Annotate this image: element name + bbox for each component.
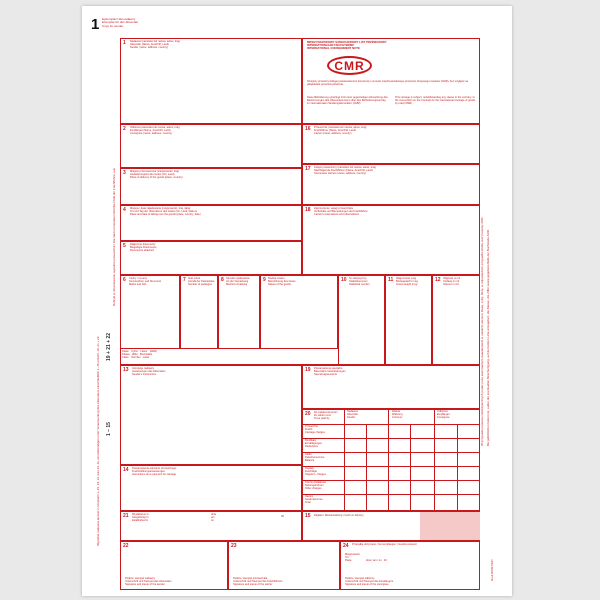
box-label: Instrukcje nadawcy Anweisungen des Absenders Sender's instructions [132, 367, 166, 376]
box-24-place-date: Miejscowość Ort Place dnia / am / on 20 [345, 553, 387, 562]
payment-row-label: Przewoźne Fracht Carriage charges [305, 425, 325, 434]
box-label: Cechy i numery Kennzeichen und Nummern Marks and Nos [129, 277, 162, 286]
box-16-carrier[interactable] [302, 124, 480, 164]
box-number: 21 [123, 513, 129, 519]
box-12-volume[interactable] [432, 275, 480, 365]
header-title: MIĘDZYNARODOWY SAMOCHODOWY LIST PRZEWOZOWY INTERNATIONALER FRACHTBRIEF INTERNATIONAL CONSIGNMENT NOTE [307, 40, 387, 51]
box-label: Do zapłacenia przez Zu zahlen vom To be paid by [314, 411, 338, 420]
box-label: Załączone dokumenty Beigefügte Dokumente Documents attached [130, 243, 157, 252]
box-18-carrier-reservations[interactable] [302, 205, 480, 275]
convention-text-pl: Niniejszy przewóz podlega postanowieniom konwencji o umowie międzynarodowego przewozu drogowego towarów (CMR), bez względu na jakąkolwiek przeciwną klauzulę. [307, 80, 468, 86]
box-number: 23 [231, 543, 237, 549]
payment-row-label: Razem Gesamtsumme Total [305, 495, 323, 504]
date-year-prefix: 20 [281, 515, 284, 518]
payment-row-line [302, 480, 480, 481]
box-24-signature-label: Podpis i stempel odbiorcy Unterschrift und Stempel des Empfängers Signature and stamp of the consignee [345, 577, 394, 586]
box-13-sender-instructions[interactable] [120, 365, 302, 465]
cmr-logo: CMR [327, 56, 372, 75]
box-label: Sposób opakowania Art der Verpackung Method of packing [226, 277, 250, 286]
copy-caption: Egzemplarz dla nadawcy Exemplar für den Absender Copy for sender [102, 17, 139, 28]
box-label: Zapłata / Rückerstattung / Cash on delivery [314, 514, 364, 517]
box-label: Podpis i stempel nadawcy Unterschrift und Stempel des Absenders Signature and stamp of the sender [125, 577, 172, 586]
payment-row-label: Saldo Zwischensumme Balance [305, 453, 325, 462]
box-number: 14 [123, 467, 129, 473]
side-note-left-4: Rubryki w obramowaniu wypełnia przewoźnik / Die stark umrandeten Rubriken füllt der Frachtführer aus [112, 168, 116, 306]
box-label: Odbiorca (nazwisko lub nazwa, adres, kraj) Empfänger (Name, Anschrift, Land) Consignee (name, address, country) [130, 126, 180, 135]
payment-header-currency: Waluta Währung Currency [392, 410, 403, 419]
side-note-right-3: Druk RRW 0101 [490, 559, 494, 581]
box-15-cash-on-delivery[interactable] [302, 511, 480, 541]
box-1-sender[interactable] [120, 38, 302, 124]
box-label: Postanowienia specjalne Besondere Vereinbarungen Special agreements [314, 367, 346, 376]
box-number: 7 [183, 277, 186, 283]
box-4-place-date-taking-over[interactable] [120, 205, 302, 241]
payment-row-line [302, 494, 480, 495]
box-17-successive-carriers[interactable] [302, 164, 480, 205]
box-5-documents-attached[interactable] [120, 241, 302, 275]
convention-text-en: This carriage is subject, notwithstanding any clause to the contrary, to the Convention on the Contract for the international Carriage of goods by road (CMR). [395, 96, 476, 105]
box-label: Zastrzeżenia i uwagi przewoźnika Vorbehalte und Bemerkungen der Frachtführer Carrier's reservations and observations [314, 207, 368, 216]
box-19-special-agreements[interactable] [302, 365, 480, 409]
box-21-established-in[interactable] [120, 511, 302, 541]
box-number: 2 [123, 126, 126, 132]
box-number: 18 [305, 207, 311, 213]
cash-on-delivery-shaded [420, 512, 480, 540]
payment-header-sender: Nadawca Absender Sender [347, 410, 359, 419]
payment-row-line [302, 424, 480, 425]
box-3-place-of-delivery[interactable] [120, 168, 302, 205]
side-note-left-1: Wypełnia nadawca łącznie z rubrykami 1–15, 19, 21 oraz 22. Zu vervollständigen unter Verantwortung des Absenders einschließlich 1–15 einschl. 19, 21 + 22 [96, 336, 100, 546]
box-label: Postanowienia odnośnie przewoźnego Frachtzahlungsanweisungen Instructions as to payment for carriage [132, 467, 177, 476]
box-23-carrier-signature[interactable] [228, 541, 340, 590]
header-box [302, 38, 480, 124]
box-number: 1 [123, 40, 126, 46]
copy-number: 1 [91, 16, 100, 33]
box-number: 4 [123, 207, 126, 213]
box-14-payment-instructions[interactable] [120, 465, 302, 511]
box-label: Nadawca (nazwisko lub nazwa, adres, kraj) Absender (Name, Anschrift, Land) Sender (name, address, country) [130, 40, 180, 49]
box-number: 6 [123, 277, 126, 283]
box-label: Przewoźnik (nazwisko lub nazwa, adres, kraj) Frachtführer (Name, Anschrift, Land) Carrier (name, address, country) [314, 126, 367, 135]
box-2-consignee[interactable] [120, 124, 302, 168]
box-number: 24 [343, 543, 349, 549]
payment-row-label: Koszty dodatkowe Nebengebühren Other charges [305, 481, 327, 490]
box-number: 17 [305, 166, 311, 172]
box-number: 16 [305, 126, 311, 132]
box-number: 5 [123, 243, 126, 249]
payment-row-label: Bonifikaty Ermäßigungen Deductions [305, 439, 323, 448]
side-note-right-2: Bei gefährlichen Gütern ist, außer der eventuellen Bescheinigung, auf der letzten Linie anzugeben: die Klasse, die Ziffer sowie gegebenenfalls der Buchstabe ADR. [486, 229, 490, 446]
box-label: Ilość sztuk Anzahl der Packstücke Number of packages [188, 277, 215, 286]
box-number: 20 [305, 411, 311, 417]
cmr-sheet [82, 6, 512, 596]
box-label: Nr statystyczny Statistiknummer Statistical number [349, 277, 370, 286]
box-number: 10 [341, 277, 347, 283]
date-on-label: dnia am on [211, 513, 216, 522]
side-note-left-2: 1 – 15 [106, 422, 112, 436]
box-label: Miejsce przeznaczenia (miejscowość, kraj) Auslieferungsort des Gutes (Ort, Land) Place of delivery of the goods (place, country) [130, 170, 183, 179]
box-9-nature-of-goods[interactable] [260, 275, 338, 349]
box-number: 19 [305, 367, 311, 373]
box-number: 8 [221, 277, 224, 283]
payment-header-consignee: Odbiorca Empfänger Consignee [437, 410, 450, 419]
box-7-number-of-packages[interactable] [180, 275, 218, 349]
convention-text-de: Diese Beförderung unterliegt trotz einer gegenteiligen Abmachung den Bestimmungen des Übereinkommens über den Beförderungsvertrag im internationalen Straßengüterverkehr (CMR). [307, 96, 388, 105]
payment-row-line [302, 452, 480, 453]
box-8-method-of-packing[interactable] [218, 275, 260, 349]
payment-row-line [302, 438, 480, 439]
box-number: 3 [123, 170, 126, 176]
box-11-gross-weight[interactable] [385, 275, 432, 365]
box-label: Waga brutto w kg Bruttogewicht in kg Gross weight in kg [396, 277, 418, 286]
box-number: 22 [123, 543, 129, 549]
payment-row-label: Dopłaty Zuschläge Supplem. charges [305, 467, 326, 476]
box-label: Przesyłkę otrzymano / Gut empfangen / Goods received [352, 543, 417, 546]
box-number: 9 [263, 277, 266, 283]
box-label: Kolejni przewoźnicy (nazwisko lub nazwa, adres, kraj) Nachfolgende Frachtführer (Name, Anschrift, Land) Successive carriers (name, address, country) [314, 166, 376, 175]
payment-row-line [302, 466, 480, 467]
box-label: Wystawiono w Ausgefertigt in Established in [132, 513, 149, 522]
box-24-goods-received[interactable] [340, 541, 480, 590]
box-label: Rodzaj towaru Bezeichnung des Gutes Nature of the goods [268, 277, 296, 286]
side-note-left-3: 19 + 21 + 22 [106, 332, 112, 361]
box-label: Objętość w m3 Umfang in m3 Volume in m3 [443, 277, 461, 286]
side-note-right-1: W przypadku towarów niebezpiecznych podać poza ewentualnym świadectwem w ostatnim wierszu: klasę, cyfrę, literę, w odpowiednim przypadku liczbę oraz przepisy ADR. [480, 216, 484, 446]
box-number: 12 [435, 277, 441, 283]
box-6-marks-and-nos[interactable] [120, 275, 180, 349]
box-number: 13 [123, 367, 129, 373]
box-label: Podpis i stempel przewoźnika Unterschrift und Stempel des Frachtführers Signature and stamp of the carrier [233, 577, 283, 586]
box-label: Miejsce i data załadowania (miejscowość, kraj, data) Ort und Tag der Übernahme des Gutes (Ort, Land, Datum) Place and date of taking over the goods (place, country, date) [130, 207, 201, 216]
box-10-statistical-number[interactable] [338, 275, 385, 365]
adr-class-row: Klasa Cyfra Litera (ADR) Klasse Ziffer Buchstabe Class Number Letter [122, 350, 158, 359]
box-number: 15 [305, 513, 311, 519]
box-22-sender-signature[interactable] [120, 541, 228, 590]
box-number: 11 [388, 277, 394, 283]
